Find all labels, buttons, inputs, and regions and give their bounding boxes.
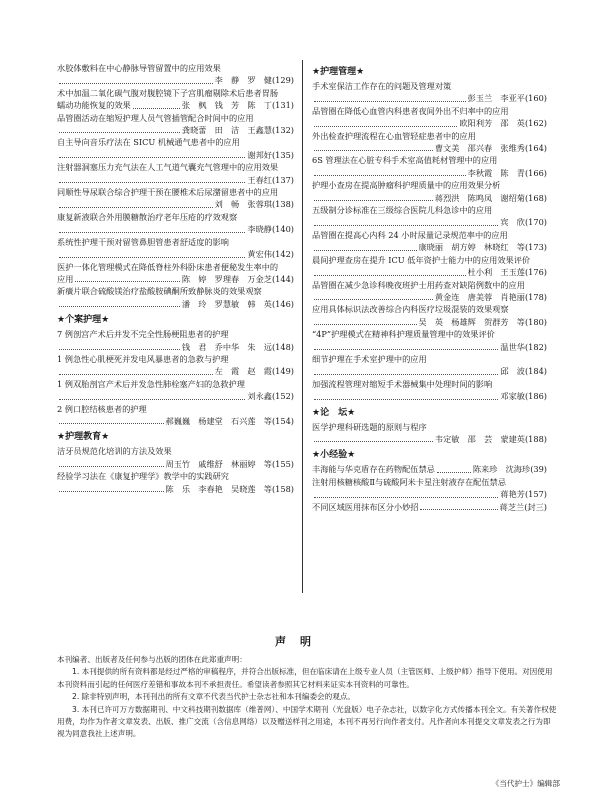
toc-entry-line: [312, 291, 547, 303]
toc-entry-line: [57, 248, 294, 260]
toc-entry[interactable]: [57, 445, 294, 470]
toc-entry-title: 丰海能与华克盾存在药物配伍禁忌: [312, 464, 435, 475]
toc-entry-authors: 黄宏伟: [247, 249, 272, 260]
toc-entry-authors: 蒋芝兰: [499, 501, 525, 512]
toc-entry[interactable]: [312, 279, 547, 304]
toc-entry-title: 医学护理科研选题的原则与程序: [312, 421, 427, 432]
toc-entry-page: (168): [524, 192, 547, 203]
leader-dots: [314, 274, 466, 276]
toc-entry-title: 2 例口腔结核患者的护理: [57, 403, 147, 414]
toc-entry-authors: 邓家敏: [500, 391, 525, 402]
toc-entry[interactable]: [57, 261, 294, 286]
toc-entry-authors: 欧阳利芳 邵 英: [459, 118, 525, 129]
toc-entry[interactable]: [57, 403, 294, 428]
toc-entry[interactable]: [312, 80, 547, 105]
toc-entry[interactable]: [312, 421, 547, 446]
toc-entry[interactable]: [312, 254, 547, 279]
toc-entry-page: (158): [271, 483, 294, 494]
toc-entry-page: (157): [524, 489, 547, 500]
toc-entry[interactable]: [57, 186, 294, 211]
toc-entry-title: 术中加温二氧化碳气腹对腹腔镜下子宫肌瘤剔除术后患者胃肠: [57, 87, 279, 98]
section-heading: ★论 坛★: [312, 407, 356, 418]
toc-entry-title: 五级制分诊标准在三级综合医院儿科急诊中的应用: [312, 205, 493, 216]
leader-dots: [59, 181, 245, 183]
toc-entry-line: [312, 241, 547, 253]
toc-entry-title-cont: 应用: [57, 273, 74, 284]
toc-entry[interactable]: [57, 136, 294, 161]
toc-entry-title: 品管圈活动在缩短护理人员气管插管配合时间中的应用: [57, 112, 254, 123]
toc-entry-title: 6S 管理法在心脏专科手术室高值耗材管理中的应用: [312, 155, 498, 166]
toc-entry-title: 晨间护理查房在提升 ICU 低年资护士能力中的应用效果评价: [312, 254, 531, 265]
toc-entry-page: (166): [524, 167, 547, 178]
toc-entry-authors: 谢邦好: [247, 149, 272, 160]
toc-entry-authors: 曹文美 邵兴春 张维秀: [434, 143, 525, 154]
toc-entry-authors: 李 静 罗 健: [214, 75, 272, 86]
toc-entry-line: [57, 415, 294, 427]
leader-dots: [314, 298, 433, 300]
toc-entry-page: (142): [271, 249, 294, 260]
toc-entry-line: [312, 390, 547, 402]
toc-entry[interactable]: [57, 112, 294, 137]
toc-entry-title: 医护一体化管理模式在降低脊柱外科卧床患者便秘发生率中的: [57, 261, 279, 272]
toc-entry-line: [57, 223, 294, 235]
toc-entry-page: (164): [524, 143, 547, 154]
toc-entry-page: (180): [524, 316, 547, 327]
toc-entry-authors: 黄金连 唐美蓉 肖艳丽: [434, 291, 525, 302]
leader-dots: [314, 398, 498, 400]
toc-entry-line: [57, 483, 294, 495]
toc-entry-title: 同顺性导尿联合综合护理干预在腰椎术后尿潴留患者中的应用: [57, 187, 279, 198]
toc-entry-line: [312, 192, 547, 204]
toc-entry-authors: 郝巍巍 杨建堂 石兴莲 等: [165, 415, 272, 426]
toc-entry-page: (140): [271, 224, 294, 235]
section-heading: ★护理教育★: [57, 432, 110, 443]
toc-entry[interactable]: [57, 353, 294, 378]
leader-dots: [133, 107, 180, 109]
toc-entry-line: [57, 198, 294, 210]
toc-entry[interactable]: [57, 285, 294, 310]
toc-entry-page: (148): [271, 341, 294, 352]
toc-entry-title: 不同区域医用抹布区分小妙招: [312, 501, 419, 512]
toc-entry-authors: 王春红: [247, 174, 272, 185]
leader-dots: [59, 231, 245, 233]
toc-entry-page: (154): [271, 415, 294, 426]
leader-dots: [59, 131, 180, 133]
leader-dots: [314, 199, 433, 201]
leader-dots: [59, 398, 245, 400]
toc-entry[interactable]: [312, 105, 547, 130]
leader-dots: [59, 156, 245, 158]
toc-entry-line: [312, 266, 547, 278]
toc-entry-line: [57, 390, 294, 402]
toc-entry-authors: 周玉竹 戚维舒 林丽婷 等: [165, 458, 272, 469]
toc-entry[interactable]: [312, 154, 547, 179]
toc-left-column: [57, 62, 294, 495]
leader-dots: [314, 224, 498, 226]
toc-entry-title: 经验学习法在《康复护理学》教学中的实践研究: [57, 471, 229, 482]
toc-entry-title: 康复新液联合外用膜糖散治疗老年压疮的疗效观察: [57, 211, 238, 222]
toc-entry[interactable]: [57, 378, 294, 403]
toc-entry-title: 外出检查护理流程在心血管轻症患者中的应用: [312, 130, 476, 141]
toc-entry-authors: 刘永鑫: [247, 391, 272, 402]
notice-item: 3. 本刊已许可万方数据期刊、中文科技期刊数据库（维普网）、中国学术期刊（光盘版）电子杂志社，以数字化方式传播本刊全文。有关著作权使用费，均作为作者文章发表、出版、推广交流（含信息网络）以及赠送样刊之用途，本刊不再另行向作者支付。凡作者向本刊提交文章发表之行为即视为同意我社上述声明。: [57, 704, 557, 739]
toc-entry-line: [312, 501, 547, 513]
leader-dots: [59, 256, 245, 258]
toc-entry[interactable]: [57, 62, 294, 87]
leader-dots: [59, 465, 164, 467]
leader-dots: [420, 508, 497, 510]
toc-entry-line: [312, 167, 547, 179]
toc-entry-title: 1 例双胎剖宫产术后并发急性肺栓塞产妇的急救护理: [57, 378, 245, 389]
toc-entry[interactable]: [57, 328, 294, 353]
toc-entry-page: (132): [271, 125, 294, 136]
toc-entry-title: 系统性护理干预对留管鼻胆管患者舒适度的影响: [57, 236, 229, 247]
leader-dots: [59, 373, 213, 375]
notice-signature: 《当代护士》编辑部: [491, 779, 560, 788]
section-heading: ★个案护理★: [57, 315, 110, 326]
notice-body: [57, 654, 557, 741]
toc-entry[interactable]: [57, 470, 294, 495]
toc-entry[interactable]: [312, 501, 547, 513]
leader-dots: [314, 174, 466, 176]
toc-entry[interactable]: [57, 161, 294, 186]
toc-entry-page: (170): [524, 217, 547, 228]
leader-dots: [314, 348, 498, 350]
toc-entry-line: [57, 458, 294, 470]
leader-dots: [314, 496, 498, 498]
toc-entry-page: (173): [524, 242, 547, 253]
toc-entry-authors: 潘 玲 罗慧敏 韩 英: [181, 298, 272, 309]
toc-entry-title: 注射器洞塞压力充气法在人工气道气囊充气管理中的应用效果: [57, 162, 279, 173]
toc-entry-title: 洁牙员规范化培训的方法及效果: [57, 446, 172, 457]
leader-dots: [437, 471, 471, 473]
toc-entry[interactable]: [312, 476, 547, 501]
toc-entry-page: (144): [271, 273, 294, 284]
toc-entry-line: [57, 341, 294, 353]
toc-entry-line: [312, 341, 547, 353]
toc-entry-authors: 李晓静: [247, 224, 272, 235]
toc-entry[interactable]: [57, 87, 294, 112]
toc-entry-page: (135): [271, 149, 294, 160]
toc-entry-authors: 康晓丽 胡方婷 林晓红 等: [418, 242, 525, 253]
toc-entry-line: [57, 99, 294, 111]
toc-entry-line: [312, 316, 547, 328]
toc-entry-title: 细节护理在手术室护理中的应用: [312, 353, 427, 364]
toc-entry-title: 注射用核糖核酸Ⅱ与硫酸阿米卡星注射液存在配伍禁忌: [312, 476, 506, 487]
toc-entry-line: [312, 365, 547, 377]
toc-entry-page: (186): [524, 391, 547, 402]
toc-entry-page: (137): [271, 174, 294, 185]
toc-entry-line: [312, 216, 547, 228]
leader-dots: [59, 305, 180, 307]
toc-entry-line: [312, 463, 547, 475]
column-divider: [302, 60, 303, 593]
toc-entry-page: (149): [271, 366, 294, 377]
toc-entry-page: (131): [271, 100, 294, 111]
toc-entry-title: 手术室保洁工作存在的问题及管理对策: [312, 81, 452, 91]
notice-item: 2. 除非特别声明，本刊刊出的所有文章不代表当代护士杂志社和本刊编委会的观点。: [72, 692, 356, 702]
toc-entry[interactable]: [312, 463, 547, 475]
toc-right-column: [312, 62, 547, 513]
toc-entry-page: (188): [524, 433, 547, 444]
toc-entry-authors: 吴 英 杨雄辉 贺群芳 等: [418, 316, 525, 327]
toc-entry-title: 品管圈在减少急诊科晚夜班护士用药查对缺陷例数中的应用: [312, 279, 525, 290]
section-heading: ★小经验★: [312, 450, 356, 461]
toc-entry-line: [312, 142, 547, 154]
toc-entry-title: 品管圈在提高心内科 24 小时尿量记录规范率中的应用: [312, 229, 508, 240]
leader-dots: [59, 490, 164, 492]
toc-entry-authors: 温世华: [500, 341, 525, 352]
toc-entry-title: 应用具体标识法改善综合内科医疗垃圾混装的效果观察: [312, 304, 509, 315]
leader-dots: [314, 373, 498, 375]
toc-entry-page: (封三): [524, 501, 547, 512]
toc-entry-authors: 彭玉兰 李亚平: [467, 93, 525, 104]
toc-entry-authors: 龚晓蕾 田 洁 王鑫慧: [181, 125, 272, 136]
toc-entry[interactable]: [312, 229, 547, 254]
leader-dots: [59, 82, 213, 84]
toc-entry-authors: 韦定敏 邵 芸 蒙建英: [434, 433, 525, 444]
toc-entry-authors: 陈 婷 罗理春 万金芝: [181, 273, 272, 284]
toc-entry-page: (152): [271, 391, 294, 402]
toc-entry-line: [57, 273, 294, 285]
toc-entry-title: 水胶体敷料在中心静脉导管留置中的应用效果: [57, 63, 221, 73]
toc-entry-title-cont: 蠕动功能恢复的效果: [57, 100, 131, 111]
toc-entry-authors: 宾 欣: [500, 217, 525, 228]
leader-dots: [314, 440, 433, 442]
toc-entry-page: (146): [271, 298, 294, 309]
toc-entry-line: [57, 174, 294, 186]
toc-entry-line: [57, 124, 294, 136]
toc-entry-title: 护理小查房在提高肿瘤科护理质量中的应用效果分析: [312, 180, 501, 191]
toc-entry-authors: 张 枫 钱 芳 陈 丁: [181, 100, 272, 111]
toc-entry[interactable]: [312, 204, 547, 229]
toc-entry[interactable]: [312, 130, 547, 155]
toc-entry-line: [57, 298, 294, 310]
toc-entry-title: “4P”护理模式在精神科护理质量管理中的效果评价: [312, 329, 495, 340]
toc-entry-page: (176): [524, 267, 547, 278]
toc-entry-line: [57, 365, 294, 377]
section-heading: ★护理管理★: [312, 67, 365, 77]
toc-entry[interactable]: [312, 303, 547, 328]
toc-entry-line: [312, 92, 547, 104]
toc-entry-page: (182): [524, 341, 547, 352]
toc-entry-line: [312, 433, 547, 445]
toc-entry-page: (178): [524, 291, 547, 302]
toc-entry-title: 加强流程管理对缩短手术器械集中处理时间的影响: [312, 378, 493, 389]
toc-entry-authors: 刘 畅 张蓉琪: [214, 199, 272, 210]
toc-entry-page: (184): [524, 366, 547, 377]
toc-entry-page: (138): [271, 199, 294, 210]
toc-entry-title: 1 例急性心肌梗死并发电风暴患者的急救与护理: [57, 353, 229, 364]
toc-entry-line: [57, 149, 294, 161]
toc-entry-title: 新癀片联合硫酸镁治疗盐酸胺碘酮所致静脉炎的效果观察: [57, 286, 262, 297]
leader-dots: [59, 348, 180, 350]
toc-entry-page: (39): [530, 464, 547, 475]
toc-entry-title: 7 例剖宫产术后并发不完全性肠梗阻患者的护理: [57, 329, 229, 340]
leader-dots: [314, 149, 433, 151]
toc-entry-title: 品管圈在降低心血管内科患者夜间外出不归率中的应用: [312, 105, 509, 116]
notice-item: 1. 本刊提供的所有资料都是经过严格的审稿程序，并符合出版标准，但在临床请在上级专业人员（主管医师、上级护师）指导下使用。对因使用本刊资料而引起的任何医疗差错和事故本刊不承担责任。希望读者参照其它材料来证实本刊资料的可靠性。: [57, 667, 553, 689]
notice-title: 声明: [275, 635, 325, 648]
toc-entry-authors: 邱 波: [500, 366, 525, 377]
toc-entry-authors: 左 霞 赵 霞: [214, 366, 272, 377]
toc-entry[interactable]: [57, 236, 294, 261]
toc-entry[interactable]: [57, 211, 294, 236]
toc-entry-page: (129): [271, 75, 294, 86]
notice-intro: 本刊编者、出版者及任何参与出版的团体在此郑重声明：: [57, 655, 247, 664]
toc-entry-page: (160): [524, 93, 547, 104]
toc-entry[interactable]: [312, 353, 547, 378]
toc-entry-authors: 陈来珍 沈海珍: [472, 464, 531, 475]
toc-entry-page: (162): [524, 118, 547, 129]
leader-dots: [314, 100, 466, 102]
toc-entry-title: 自主导向音乐疗法在 SICU 机械通气患者中的应用: [57, 137, 240, 148]
leader-dots: [314, 125, 457, 127]
leader-dots: [314, 323, 417, 325]
leader-dots: [59, 422, 164, 424]
toc-entry-authors: 杜小利 王玉莲: [467, 267, 525, 278]
toc-entry-page: (155): [271, 458, 294, 469]
toc-entry-line: [57, 74, 294, 86]
toc-entry-authors: 蒋艳芳: [500, 489, 525, 500]
leader-dots: [75, 280, 180, 282]
toc-entry-authors: 钱 君 乔中华 朱 远: [181, 341, 272, 352]
toc-entry[interactable]: [312, 179, 547, 204]
toc-entry[interactable]: [312, 328, 547, 353]
leader-dots: [314, 249, 417, 251]
toc-entry-line: [312, 488, 547, 500]
toc-entry-authors: 蒋烈洪 陈鸣凤 谢绍菊: [434, 192, 525, 203]
toc-entry[interactable]: [312, 378, 547, 403]
toc-entry-authors: 陈 乐 李春艳 吴晓莲 等: [165, 483, 272, 494]
toc-entry-line: [312, 117, 547, 129]
leader-dots: [59, 206, 213, 208]
toc-entry-authors: 李秋霞 陈 青: [467, 167, 525, 178]
